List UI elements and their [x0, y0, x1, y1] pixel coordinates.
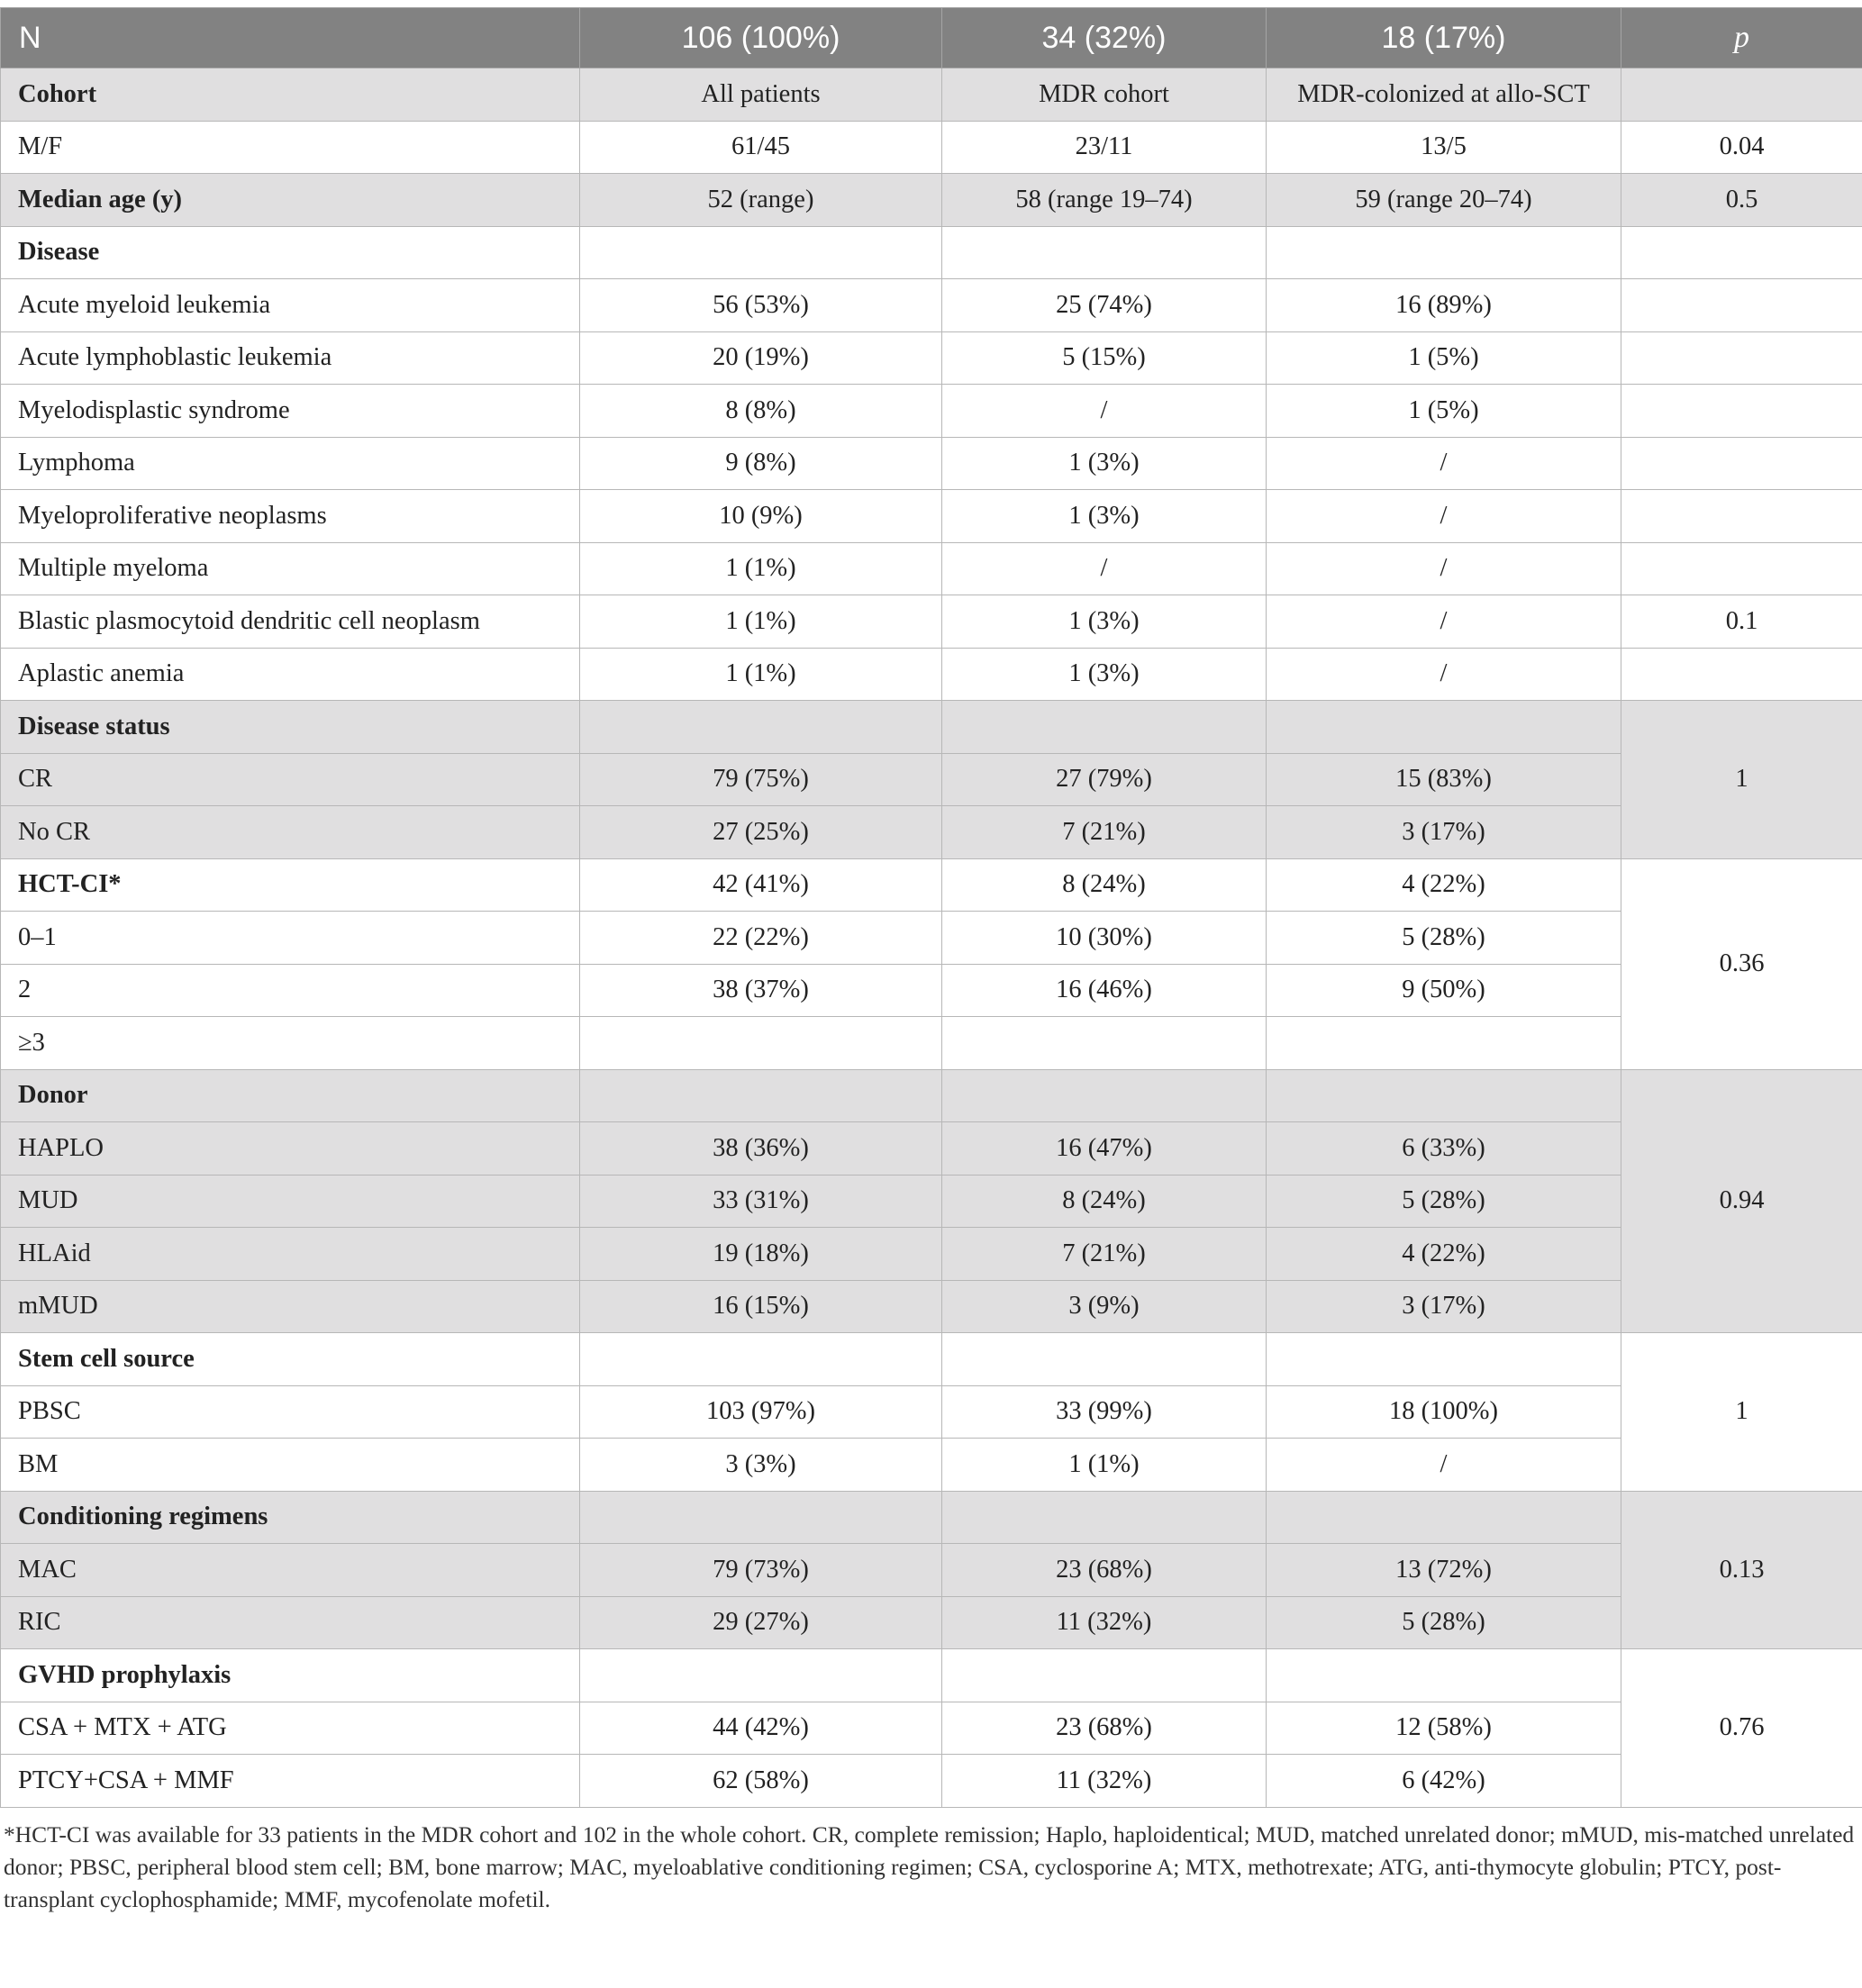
- cell-mdr-cohort: 27 (79%): [942, 753, 1267, 806]
- cell-all-patients: 42 (41%): [580, 858, 942, 912]
- table-row: [1, 1544, 1862, 1597]
- table-row: [1, 1702, 1862, 1755]
- cell-all-patients: All patients: [580, 68, 942, 122]
- cell-all-patients: 10 (9%): [580, 490, 942, 543]
- cell-all-patients: 33 (31%): [580, 1175, 942, 1228]
- table-row: [1, 279, 1862, 332]
- table-row: [1, 595, 1862, 649]
- cell-mdr-cohort: 16 (46%): [942, 964, 1267, 1017]
- cell-p-value: [1621, 648, 1862, 701]
- cell-mdr-colonized: 5 (28%): [1267, 1175, 1621, 1228]
- table-row: [1, 1333, 1862, 1386]
- cell-all-patients: 103 (97%): [580, 1385, 942, 1439]
- cell-mdr-colonized: 5 (28%): [1267, 1596, 1621, 1649]
- table-row: [1, 1491, 1862, 1544]
- row-label: PTCY+CSA + MMF: [1, 1755, 580, 1808]
- cell-all-patients: 19 (18%): [580, 1228, 942, 1281]
- cell-mdr-cohort: 23 (68%): [942, 1702, 1267, 1755]
- cell-all-patients: [580, 1069, 942, 1122]
- row-label: Stem cell source: [1, 1333, 580, 1386]
- cell-all-patients: 62 (58%): [580, 1755, 942, 1808]
- cell-mdr-cohort: /: [942, 542, 1267, 595]
- cell-mdr-colonized: 3 (17%): [1267, 806, 1621, 859]
- cell-mdr-cohort: 5 (15%): [942, 331, 1267, 385]
- header-p-value: p: [1621, 8, 1862, 68]
- table-row: [1, 912, 1862, 965]
- table-row: [1, 331, 1862, 385]
- cell-mdr-colonized: 16 (89%): [1267, 279, 1621, 332]
- table-row: [1, 1439, 1862, 1492]
- table-row: [1, 1280, 1862, 1333]
- cell-p-value: 0.13: [1621, 1491, 1862, 1649]
- cell-mdr-cohort: 7 (21%): [942, 1228, 1267, 1281]
- cell-mdr-cohort: [942, 1491, 1267, 1544]
- cell-mdr-cohort: 11 (32%): [942, 1755, 1267, 1808]
- header-mdr-colonized: 18 (17%): [1267, 8, 1621, 68]
- cell-mdr-cohort: 11 (32%): [942, 1596, 1267, 1649]
- cell-mdr-cohort: 23 (68%): [942, 1544, 1267, 1597]
- table-row: [1, 1649, 1862, 1702]
- table-row: [1, 1017, 1862, 1070]
- cell-all-patients: 9 (8%): [580, 437, 942, 490]
- cell-p-value: [1621, 385, 1862, 438]
- row-label: Aplastic anemia: [1, 648, 580, 701]
- cell-mdr-cohort: 16 (47%): [942, 1122, 1267, 1176]
- table-row: [1, 68, 1862, 122]
- table-row: [1, 1596, 1862, 1649]
- row-label: M/F: [1, 121, 580, 174]
- cell-all-patients: 38 (37%): [580, 964, 942, 1017]
- cell-mdr-cohort: 1 (3%): [942, 648, 1267, 701]
- table-row: [1, 1755, 1862, 1808]
- cell-mdr-colonized: 1 (5%): [1267, 331, 1621, 385]
- header-row: [1, 8, 1862, 68]
- table-row: [1, 385, 1862, 438]
- cell-mdr-colonized: 4 (22%): [1267, 1228, 1621, 1281]
- cell-mdr-cohort: MDR cohort: [942, 68, 1267, 122]
- cell-mdr-cohort: 7 (21%): [942, 806, 1267, 859]
- cell-all-patients: 27 (25%): [580, 806, 942, 859]
- cell-p-value: [1621, 542, 1862, 595]
- table-row: [1, 648, 1862, 701]
- cell-all-patients: 1 (1%): [580, 648, 942, 701]
- cell-mdr-colonized: [1267, 1491, 1621, 1544]
- cell-mdr-colonized: /: [1267, 648, 1621, 701]
- table-row: [1, 121, 1862, 174]
- cell-mdr-cohort: 8 (24%): [942, 1175, 1267, 1228]
- header-mdr-cohort: 34 (32%): [942, 8, 1267, 68]
- row-label: 0–1: [1, 912, 580, 965]
- cell-mdr-cohort: 23/11: [942, 121, 1267, 174]
- cell-mdr-colonized: 59 (range 20–74): [1267, 174, 1621, 227]
- row-label: Acute myeloid leukemia: [1, 279, 580, 332]
- cell-all-patients: 79 (75%): [580, 753, 942, 806]
- cell-p-value: [1621, 68, 1862, 122]
- table-footnote: *HCT-CI was available for 33 patients in the MDR cohort and 102 in the whole cohort. CR, complete remission; Haplo, haploidentical; MUD, matched unrelated donor; mMUD, mis-matched unrelated donor; PBSC, peripheral blood stem cell; BM, bone marrow; MAC, myeloablative conditioning regimen; CSA, cyclosporine A; MTX, methotrexate; ATG, anti-thymocyte globulin; PTCY, post-transplant cyclophosphamide; MMF, mycofenolate mofetil.: [4, 1820, 1855, 1912]
- row-label: CSA + MTX + ATG: [1, 1702, 580, 1755]
- row-label: RIC: [1, 1596, 580, 1649]
- row-label: 2: [1, 964, 580, 1017]
- cell-mdr-colonized: [1267, 226, 1621, 279]
- cell-mdr-cohort: [942, 1017, 1267, 1070]
- table-row: [1, 806, 1862, 859]
- cell-all-patients: 29 (27%): [580, 1596, 942, 1649]
- cell-mdr-colonized: 5 (28%): [1267, 912, 1621, 965]
- cell-mdr-colonized: /: [1267, 542, 1621, 595]
- cell-p-value: [1621, 331, 1862, 385]
- cell-all-patients: [580, 1649, 942, 1702]
- cell-mdr-colonized: /: [1267, 490, 1621, 543]
- cell-mdr-cohort: 3 (9%): [942, 1280, 1267, 1333]
- cell-all-patients: [580, 1017, 942, 1070]
- cell-all-patients: 8 (8%): [580, 385, 942, 438]
- cell-all-patients: [580, 701, 942, 754]
- table-row: [1, 1228, 1862, 1281]
- cell-p-value: 0.76: [1621, 1649, 1862, 1808]
- cell-p-value: [1621, 226, 1862, 279]
- row-label: Lymphoma: [1, 437, 580, 490]
- cell-mdr-colonized: [1267, 701, 1621, 754]
- cell-mdr-cohort: /: [942, 385, 1267, 438]
- cell-mdr-cohort: 1 (3%): [942, 595, 1267, 649]
- table-row: [1, 858, 1862, 912]
- cell-mdr-cohort: 1 (1%): [942, 1439, 1267, 1492]
- cell-mdr-colonized: /: [1267, 1439, 1621, 1492]
- row-label: PBSC: [1, 1385, 580, 1439]
- cell-mdr-colonized: [1267, 1069, 1621, 1122]
- row-label: Myeloproliferative neoplasms: [1, 490, 580, 543]
- table-row: [1, 490, 1862, 543]
- cell-mdr-colonized: 6 (33%): [1267, 1122, 1621, 1176]
- cell-mdr-colonized: 15 (83%): [1267, 753, 1621, 806]
- cell-mdr-cohort: 25 (74%): [942, 279, 1267, 332]
- row-label: Cohort: [1, 68, 580, 122]
- cell-all-patients: 79 (73%): [580, 1544, 942, 1597]
- row-label: HLAid: [1, 1228, 580, 1281]
- row-label: BM: [1, 1439, 580, 1492]
- table-body: [1, 8, 1862, 1808]
- cell-all-patients: [580, 1333, 942, 1386]
- cell-all-patients: 1 (1%): [580, 595, 942, 649]
- table-row: [1, 701, 1862, 754]
- cell-p-value: [1621, 490, 1862, 543]
- table-row: [1, 437, 1862, 490]
- cell-mdr-colonized: [1267, 1333, 1621, 1386]
- table-row: [1, 226, 1862, 279]
- table-row: [1, 964, 1862, 1017]
- cell-mdr-colonized: 18 (100%): [1267, 1385, 1621, 1439]
- header-n: N: [1, 8, 580, 68]
- cell-all-patients: 22 (22%): [580, 912, 942, 965]
- cell-p-value: 0.1: [1621, 595, 1862, 649]
- row-label: Disease status: [1, 701, 580, 754]
- cell-mdr-cohort: [942, 226, 1267, 279]
- row-label: Disease: [1, 226, 580, 279]
- row-label: Donor: [1, 1069, 580, 1122]
- cell-p-value: 0.5: [1621, 174, 1862, 227]
- cell-all-patients: 44 (42%): [580, 1702, 942, 1755]
- table-row: [1, 542, 1862, 595]
- cell-all-patients: 1 (1%): [580, 542, 942, 595]
- cell-mdr-colonized: 4 (22%): [1267, 858, 1621, 912]
- cell-mdr-cohort: 8 (24%): [942, 858, 1267, 912]
- cell-all-patients: 52 (range): [580, 174, 942, 227]
- cell-mdr-colonized: 1 (5%): [1267, 385, 1621, 438]
- row-label: Acute lymphoblastic leukemia: [1, 331, 580, 385]
- row-label: GVHD prophylaxis: [1, 1649, 580, 1702]
- cell-p-value: [1621, 437, 1862, 490]
- cell-p-value: 0.36: [1621, 858, 1862, 1069]
- cell-mdr-cohort: [942, 1649, 1267, 1702]
- table-row: [1, 174, 1862, 227]
- patient-characteristics-table: [0, 7, 1862, 1808]
- row-label: Myelodisplastic syndrome: [1, 385, 580, 438]
- cell-mdr-colonized: 13 (72%): [1267, 1544, 1621, 1597]
- cell-all-patients: 38 (36%): [580, 1122, 942, 1176]
- cell-mdr-colonized: /: [1267, 595, 1621, 649]
- cell-all-patients: [580, 226, 942, 279]
- cell-p-value: [1621, 279, 1862, 332]
- cell-all-patients: 16 (15%): [580, 1280, 942, 1333]
- cell-mdr-colonized: [1267, 1017, 1621, 1070]
- table-row: [1, 1385, 1862, 1439]
- row-label: No CR: [1, 806, 580, 859]
- cell-mdr-cohort: [942, 1333, 1267, 1386]
- row-label: CR: [1, 753, 580, 806]
- cell-p-value: 0.94: [1621, 1069, 1862, 1333]
- document: [0, 7, 1862, 1916]
- table-row: [1, 1069, 1862, 1122]
- cell-all-patients: 56 (53%): [580, 279, 942, 332]
- cell-all-patients: 20 (19%): [580, 331, 942, 385]
- cell-mdr-cohort: 58 (range 19–74): [942, 174, 1267, 227]
- row-label: HAPLO: [1, 1122, 580, 1176]
- cell-mdr-cohort: [942, 1069, 1267, 1122]
- header-all-patients: 106 (100%): [580, 8, 942, 68]
- cell-mdr-cohort: 33 (99%): [942, 1385, 1267, 1439]
- row-label: Conditioning regimens: [1, 1491, 580, 1544]
- cell-mdr-cohort: 1 (3%): [942, 437, 1267, 490]
- table-row: [1, 1175, 1862, 1228]
- cell-mdr-colonized: [1267, 1649, 1621, 1702]
- cell-mdr-colonized: 6 (42%): [1267, 1755, 1621, 1808]
- row-label: Blastic plasmocytoid dendritic cell neoplasm: [1, 595, 580, 649]
- cell-mdr-cohort: 1 (3%): [942, 490, 1267, 543]
- cell-mdr-colonized: 13/5: [1267, 121, 1621, 174]
- row-label: MAC: [1, 1544, 580, 1597]
- row-label: MUD: [1, 1175, 580, 1228]
- cell-all-patients: [580, 1491, 942, 1544]
- cell-mdr-colonized: 9 (50%): [1267, 964, 1621, 1017]
- row-label: ≥3: [1, 1017, 580, 1070]
- cell-mdr-colonized: MDR-colonized at allo-SCT: [1267, 68, 1621, 122]
- row-label: mMUD: [1, 1280, 580, 1333]
- cell-mdr-cohort: 10 (30%): [942, 912, 1267, 965]
- cell-mdr-colonized: 12 (58%): [1267, 1702, 1621, 1755]
- cell-p-value: 1: [1621, 701, 1862, 859]
- cell-p-value: 0.04: [1621, 121, 1862, 174]
- cell-all-patients: 3 (3%): [580, 1439, 942, 1492]
- cell-mdr-colonized: /: [1267, 437, 1621, 490]
- row-label: HCT-CI*: [1, 858, 580, 912]
- table-row: [1, 1122, 1862, 1176]
- cell-all-patients: 61/45: [580, 121, 942, 174]
- cell-p-value: 1: [1621, 1333, 1862, 1492]
- row-label: Median age (y): [1, 174, 580, 227]
- table-row: [1, 753, 1862, 806]
- row-label: Multiple myeloma: [1, 542, 580, 595]
- cell-mdr-colonized: 3 (17%): [1267, 1280, 1621, 1333]
- cell-mdr-cohort: [942, 701, 1267, 754]
